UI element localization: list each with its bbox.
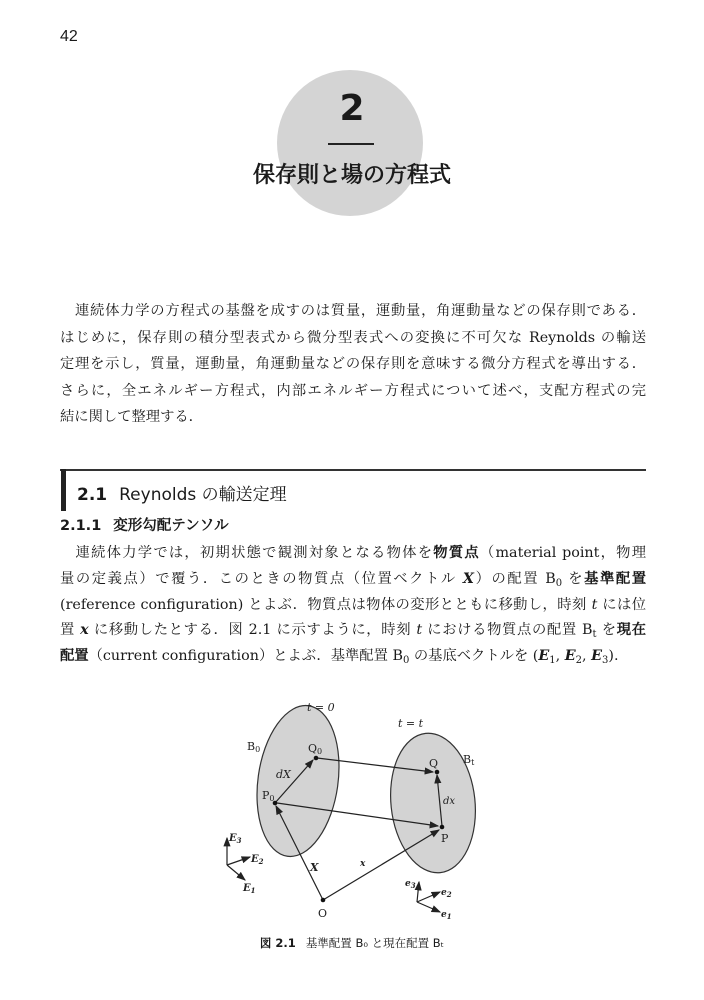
label-dX: dX [276, 768, 291, 781]
label-P: P [441, 832, 449, 845]
text-segment: 量の定義点）で覆う．このときの物質点（位置ベクトル [60, 570, 463, 587]
label-e2: $e_2$ [441, 888, 452, 899]
page-number: 42 [60, 28, 78, 45]
math-symbol: 3 [602, 655, 609, 667]
label-Q: Q [429, 757, 439, 770]
math-symbol: t [416, 622, 423, 639]
math-symbol: 2 [575, 655, 583, 667]
label-x: x [360, 859, 366, 869]
text-segment: の基底ベクトルを ( [409, 648, 539, 665]
point-P [440, 825, 445, 830]
math-symbol: E [564, 648, 576, 665]
text-segment: 連続体力学の方程式の基盤を成すのは質量，運動量，角運動量などの保存則である． [60, 303, 646, 319]
text-segment: を [596, 622, 617, 639]
math-symbol: x [80, 622, 89, 639]
label-Bt: Bt [463, 753, 475, 767]
chapter-title: 保存則と場の方程式 [252, 163, 451, 188]
axis-e2 [417, 892, 440, 902]
text-segment: 置 [60, 622, 81, 639]
text-segment: 連続体力学では，初期状態で観測対象となる物体を [60, 545, 434, 561]
label-X: X [310, 861, 319, 874]
text-segment: (reference configuration) とよぶ．物質点は物体の変形とともに移動し，時刻 [60, 596, 592, 613]
axis-e3 [417, 882, 419, 902]
text-segment: を [562, 570, 585, 587]
label-P0: P0 [262, 789, 275, 803]
label-E3: $E_3$ [229, 833, 242, 845]
axis-E1 [227, 865, 245, 880]
text-segment: 結に関して整理する． [60, 409, 203, 425]
text-segment: さらに，全エネルギー方程式，内部エネルギー方程式について述べ，支配方程式の完 [60, 382, 646, 399]
label-E1: $E_1$ [243, 883, 256, 895]
label-t0: t = 0 [307, 701, 335, 714]
math-symbol: E [538, 648, 550, 665]
math-symbol: 0 [555, 577, 563, 589]
label-e1: $e_1$ [441, 910, 452, 921]
text-segment: , [555, 648, 565, 665]
math-symbol: 0 [402, 655, 410, 667]
body-B0 [248, 700, 348, 862]
figure-caption [0, 935, 704, 951]
axis-E2 [227, 857, 250, 865]
bold-term: 配置 [60, 648, 89, 665]
text-segment: （current configuration）とよぶ．基準配置 B [88, 648, 403, 665]
axis-e1 [417, 902, 440, 912]
caption-number: 図 2.1 [259, 936, 296, 950]
text-segment: における物質点の配置 B [422, 622, 593, 639]
bold-term: 物質点 [433, 545, 480, 561]
label-dx: dx [443, 796, 456, 807]
text-segment: , [582, 648, 592, 665]
point-O [321, 898, 326, 903]
bold-term: 現在 [616, 622, 646, 639]
label-Q0: Q0 [308, 742, 323, 756]
math-symbol: t [592, 629, 597, 641]
section-title: Reynolds の輸送定理 [119, 485, 287, 505]
point-Q0 [314, 756, 319, 761]
subsection-number: 2.1.1 [60, 518, 102, 534]
label-e3: $e_3$ [405, 879, 416, 890]
label-O: O [318, 907, 328, 920]
label-tt: t = t [398, 717, 424, 730]
label-B0: B0 [247, 740, 261, 754]
text-segment: 定理を示し，質量，運動量，角運動量などの保存則を意味する微分方程式を導出する． [60, 356, 646, 372]
subsection-title: 変形勾配テンソル [113, 518, 229, 534]
bold-term: 基準配置 [584, 570, 647, 587]
math-symbol: 1 [549, 655, 556, 667]
label-E2: $E_2$ [251, 854, 264, 866]
caption-text: 基準配置 B₀ と現在配置 Bₜ [305, 936, 445, 950]
text-segment: に移動したとする．図 2.1 に示すように，時刻 [88, 622, 417, 639]
text-segment: ）の配置 B [474, 570, 556, 587]
section-number: 2.1 [77, 485, 108, 505]
point-Q [435, 770, 440, 775]
text-segment: （material point，物理 [479, 545, 647, 561]
chapter-number: 2 [339, 88, 365, 129]
math-symbol: E [591, 648, 603, 665]
math-symbol: X [462, 570, 475, 587]
text-segment: ). [608, 648, 619, 665]
text-segment: はじめに，保存則の積分型表式から微分型表式への変換に不可欠な Reynolds の輸送 [60, 329, 646, 346]
text-segment: には位 [597, 596, 646, 613]
math-symbol: t [591, 596, 598, 613]
